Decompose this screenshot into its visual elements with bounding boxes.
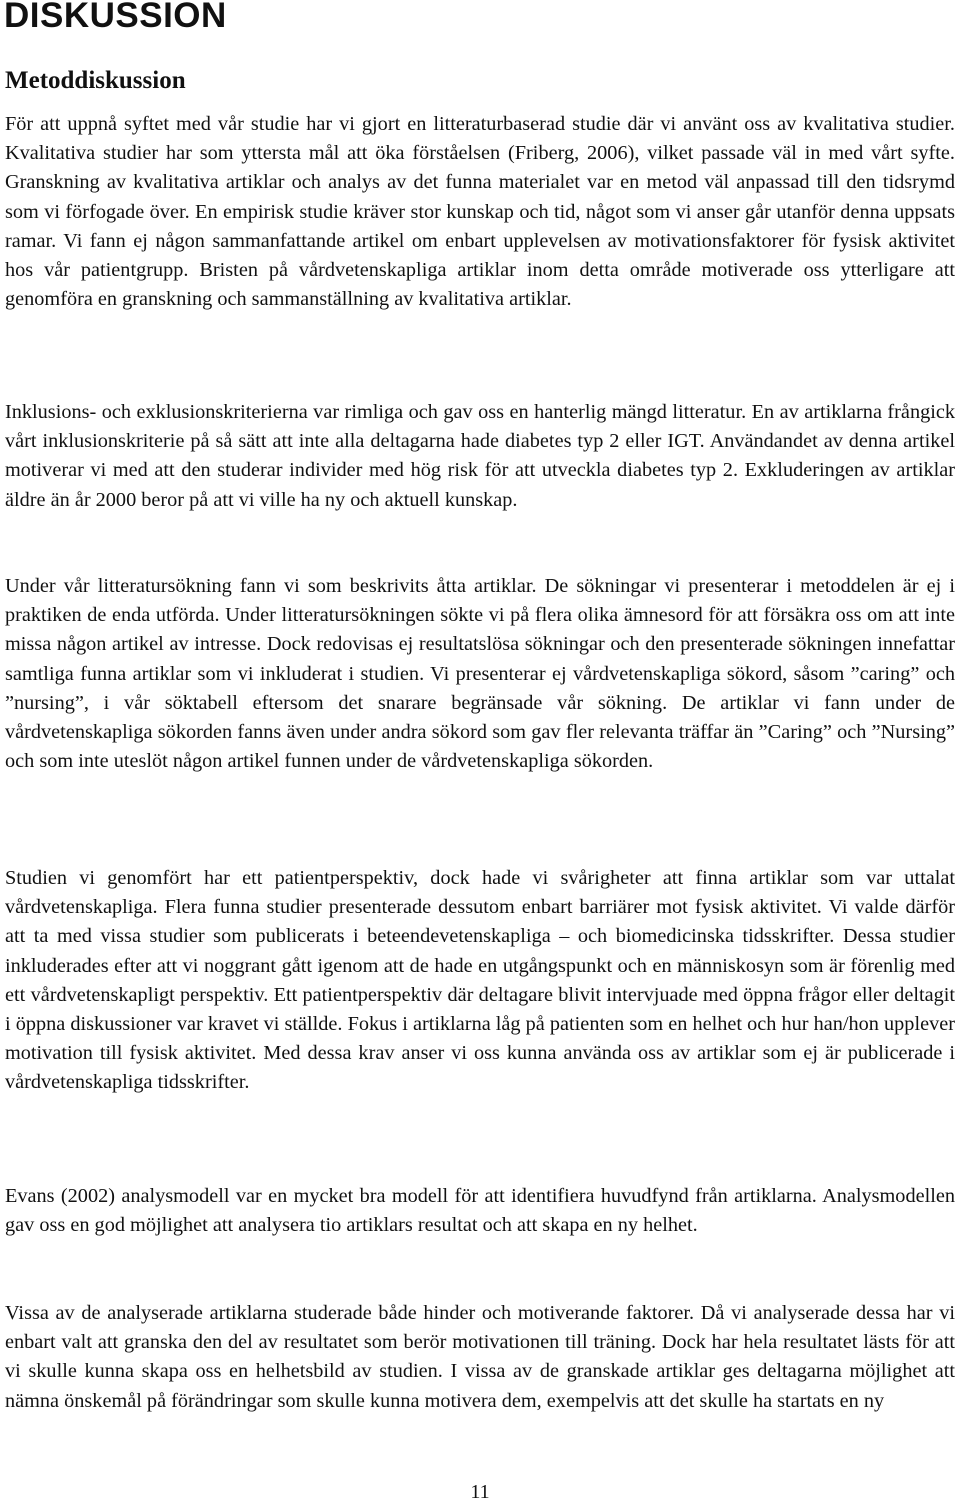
paragraph-literature-search: Under vår litteratursökning fann vi som beskrivits åtta artiklar. De sökningar vi presenterar i metoddelen är ej i praktiken de enda utförda. Under litteratursökningen sökte vi på flera olika ämnesord för att försäkra oss om att inte missa någon artikel av intresse. Dock redovisas ej resultatslösa sökningar och den presenterade sökningen innefattar samtliga funna artiklar som vi inkluderat i studien. Vi presenterar ej vårdvetenskapliga sökord, såsom ”caring” och ”nursing”, i vår söktabell eftersom det snarare begränsade vår sökning. De artiklar vi fann under de vårdvetenskapliga sökorden fanns även under andra sökord som gav fler relevanta träffar än ”Caring” och ”Nursing” och som inte uteslöt någon artikel funnen under de vårdvetenskapliga sökorden.: [5, 575, 955, 773]
paragraph-method-choice: För att uppnå syftet med vår studie har vi gjort en litteraturbaserad studie där vi använt oss av kvalitativa studier. Kvalitativa studier har som yttersta mål att öka förståelsen (Friberg, 2006), vilket passade väl in med vårt syfte. Granskning av kvalitativa artiklar och analys av det funna materialet var en metod väl anpassad till den tidsrymd som vi förfogade över. En empirisk studie kräver stor kunskap och tid, något som vi anser går utanför denna uppsats ramar. Vi fann ej någon sammanfattande artikel om enbart upplevelsen av motivationsfaktorer för fysisk aktivitet hos vår patientgrupp. Bristen på vårdvetenskapliga artiklar inom detta område motiverade oss ytterligare att genomföra en granskning och sammanställning av kvalitativa artiklar.: [5, 113, 955, 311]
page-title: DISKUSSION: [4, 0, 227, 35]
paragraph-analysis-model: Evans (2002) analysmodell var en mycket bra modell för att identifiera huvudfynd från artiklarna. Analysmodellen gav oss en god möjlighet att analysera tio artiklars resultat och att skapa en ny helhet.: [5, 1185, 955, 1237]
section-heading: Metoddiskussion: [5, 67, 186, 94]
paragraph-analysed-articles: Vissa av de analyserade artiklarna studerade både hinder och motiverande faktorer. Då vi analyserade dessa har vi enbart valt att granska den del av resultatet som berör motivationen till träning. Dock har hela resultatet lästs för att vi skulle kunna skapa oss en helhetsbild av studien. I vissa av de granskade artiklar ges deltagarna möjlighet att nämna önskemål på förändringar som skulle kunna motivera dem, exempelvis att det skulle ha startats en ny: [5, 1302, 955, 1412]
page-number: 11: [470, 1481, 490, 1503]
paragraph-patient-perspective: Studien vi genomfört har ett patientperspektiv, dock hade vi svårigheter att finna artiklar som var uttalat vårdvetenskapliga. Flera funna studier presenterade dessutom enbart barriärer mot fysisk aktivitet. Vi valde därför att ta med vissa studier som publicerats i beteendevetenskapliga – och biomedicinska tidsskrifter. Dessa studier inkluderades efter att vi noggrant gått igenom att de hade en utgångspunkt och en människosyn som är förenlig med ett vårdvetenskapligt perspektiv. Ett patientperspektiv där deltagare blivit intervjuade med öppna frågor eller deltagit i öppna diskussioner var kravet vi ställde. Fokus i artiklarna låg på patienten som en helhet och hur han/hon upplever motivation till fysisk aktivitet. Med dessa krav anser vi oss kunna använda oss av artiklar som ej är publicerade i vårdvetenskapliga tidsskrifter.: [5, 867, 955, 1094]
paragraph-inclusion-criteria: Inklusions- och exklusionskriterierna var rimliga och gav oss en hanterlig mängd litteratur. En av artiklarna frångick vårt inklusionskriterie på så sätt att inte alla deltagarna hade diabetes typ 2 eller IGT. Användandet av denna artikel motiverar vi med att den studerar individer med hög risk för att utveckla diabetes typ 2. Exkluderingen av artiklar äldre än år 2000 beror på att vi ville ha ny och aktuell kunskap.: [5, 401, 955, 511]
